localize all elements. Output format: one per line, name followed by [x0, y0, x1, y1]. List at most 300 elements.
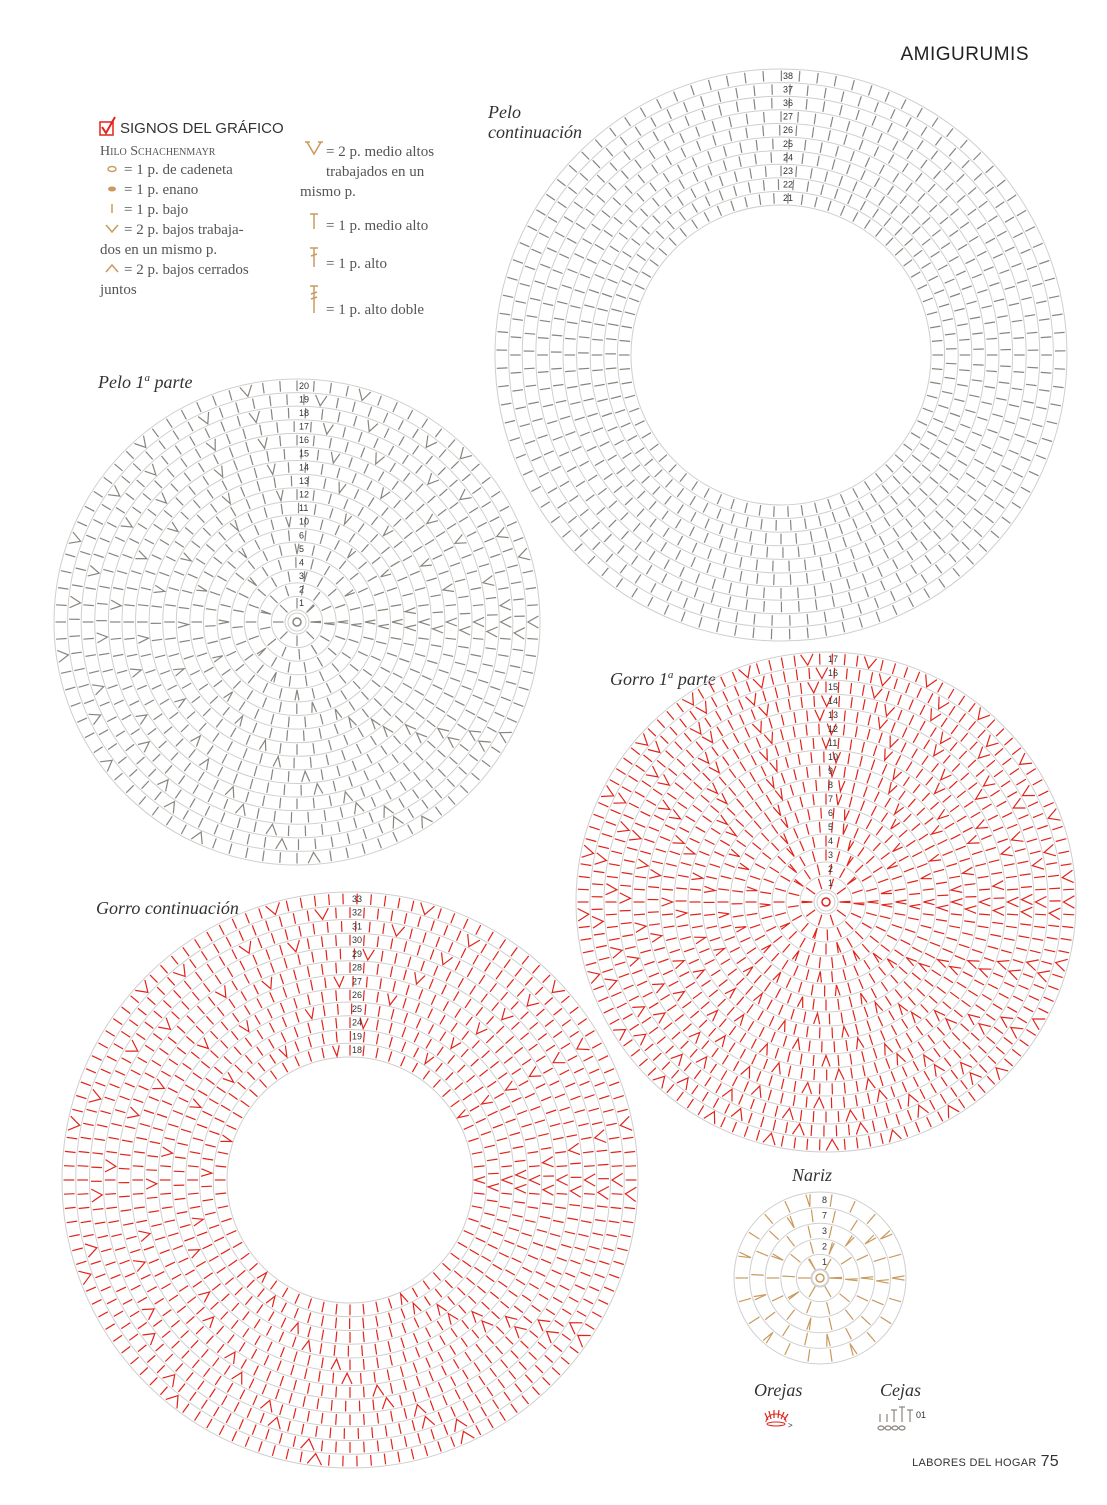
stitch — [271, 769, 273, 780]
stitch — [602, 294, 612, 298]
stitch — [278, 560, 281, 570]
stitch — [513, 538, 523, 542]
stitch — [1046, 863, 1057, 865]
stitch — [973, 153, 980, 161]
stitch — [422, 676, 432, 680]
row-label: 10 — [828, 752, 839, 762]
stitch — [550, 1081, 560, 1086]
stitch — [614, 486, 622, 493]
stitch — [451, 1377, 456, 1387]
stitch — [786, 978, 791, 988]
increase-stitch — [856, 1123, 868, 1135]
stitch — [957, 791, 966, 798]
stitch — [253, 399, 255, 409]
stitch — [327, 698, 331, 708]
stitch — [553, 437, 563, 441]
stitch — [188, 1166, 199, 1167]
stitch — [919, 834, 928, 840]
stitch — [448, 1296, 455, 1304]
stitch — [837, 888, 846, 895]
increase-stitch — [743, 967, 753, 976]
row-label: 15 — [828, 682, 839, 692]
stitch — [262, 1384, 266, 1394]
stitch — [136, 1138, 147, 1140]
stitch — [414, 1033, 419, 1043]
stitch — [739, 1298, 751, 1302]
stitch — [285, 586, 288, 596]
row-label: 8 — [828, 780, 834, 790]
stitch — [438, 1382, 442, 1392]
stitch — [271, 714, 274, 724]
stitch — [541, 1097, 551, 1101]
increase-stitch — [1049, 908, 1060, 920]
stitch — [987, 1037, 995, 1044]
stitch — [474, 1363, 480, 1372]
stitch — [737, 997, 744, 1005]
stitch — [886, 1058, 890, 1068]
increase-stitch — [158, 1018, 170, 1030]
stitch — [982, 444, 992, 448]
stitch — [203, 528, 211, 536]
stitch — [193, 1138, 203, 1141]
stitch — [377, 1413, 378, 1424]
ring — [576, 652, 1076, 1152]
increase-stitch — [754, 1295, 767, 1300]
stitch — [1026, 1030, 1035, 1036]
stitch — [197, 515, 204, 523]
stitch — [433, 612, 444, 613]
stitch — [131, 729, 140, 735]
half-double-crochet-icon — [302, 212, 326, 236]
stitch — [528, 1152, 539, 1154]
stitch — [1023, 974, 1033, 978]
stitch — [140, 1368, 148, 1375]
ring — [734, 1192, 906, 1364]
stitch — [790, 785, 793, 796]
increase-stitch — [324, 623, 335, 625]
stitch — [481, 1407, 486, 1416]
stitch — [917, 141, 923, 150]
stitch — [759, 1027, 764, 1037]
legend-item-continued: dos en un mismo p. — [100, 242, 218, 258]
stitch — [1000, 333, 1011, 334]
increase-stitch — [295, 690, 299, 701]
stitch — [569, 1297, 579, 1302]
stitch — [267, 1371, 271, 1381]
stitch — [866, 189, 871, 198]
increase-stitch — [662, 898, 673, 906]
stitch — [551, 516, 560, 522]
stitch — [178, 1384, 185, 1392]
increase-stitch — [893, 843, 903, 852]
stitch — [582, 152, 589, 160]
increase-stitch — [729, 849, 740, 857]
stitch — [363, 990, 364, 1001]
stitch — [252, 1425, 256, 1435]
stitch — [862, 944, 869, 952]
stitch — [205, 1212, 216, 1215]
stitch — [701, 96, 704, 106]
increase-stitch — [258, 437, 267, 448]
stitch — [788, 906, 799, 908]
stitch — [615, 839, 626, 842]
row-label: 36 — [783, 98, 794, 108]
stitch — [993, 973, 1003, 977]
stitch — [490, 983, 497, 992]
stitch — [815, 503, 817, 513]
stitch — [482, 1256, 491, 1261]
stitch — [358, 728, 363, 737]
stitch — [271, 657, 276, 666]
stitch — [122, 1007, 131, 1014]
stitch — [145, 1022, 154, 1029]
stitch — [186, 1317, 194, 1324]
stitch — [476, 1425, 481, 1435]
stitch — [949, 230, 958, 236]
stitch — [969, 703, 976, 712]
increase-stitch — [515, 1327, 527, 1338]
stitch — [134, 1152, 145, 1153]
stitch — [157, 1365, 165, 1373]
stitch — [316, 1426, 318, 1437]
stitch — [750, 772, 756, 782]
increase-stitch — [788, 864, 797, 873]
stitch — [859, 618, 862, 628]
stitch — [65, 1151, 76, 1152]
stitch — [394, 736, 401, 744]
increase-stitch — [895, 804, 904, 815]
legend-item: = 2 p. bajos cerrados — [100, 260, 300, 280]
stitch — [886, 691, 889, 702]
increase-stitch — [286, 517, 291, 528]
stitch — [863, 127, 867, 137]
stitch — [757, 1130, 760, 1141]
stitch — [167, 469, 174, 477]
stitch — [317, 657, 322, 666]
stitch — [702, 110, 705, 120]
increase-stitch — [334, 976, 344, 987]
stitch — [677, 759, 685, 767]
stitch — [592, 339, 603, 340]
stitch — [891, 1086, 895, 1096]
stitch — [592, 884, 603, 885]
increase-stitch — [653, 1076, 665, 1088]
stitch — [487, 1387, 493, 1396]
stitch — [322, 1316, 324, 1327]
stitch — [938, 683, 943, 693]
stitch — [525, 266, 535, 270]
stitch — [616, 295, 626, 299]
stitch — [829, 1226, 832, 1238]
stitch — [175, 790, 181, 799]
stitch — [141, 588, 151, 590]
stitch — [443, 654, 453, 656]
stitch — [850, 740, 852, 751]
stitch — [431, 921, 434, 931]
stitch — [959, 696, 965, 705]
stitch — [1003, 758, 1012, 765]
increase-stitch — [257, 648, 266, 656]
stitch — [701, 1002, 709, 1009]
stitch — [959, 370, 970, 371]
legend-item: = 1 p. alto — [302, 246, 502, 274]
stitch — [414, 1333, 418, 1343]
stitch — [429, 1025, 434, 1035]
stitch — [748, 182, 750, 192]
stitch — [586, 209, 595, 215]
stitch — [1035, 889, 1046, 890]
stitch — [565, 371, 576, 372]
stitch — [522, 1233, 532, 1236]
stitch — [214, 1407, 219, 1416]
stitch — [422, 419, 428, 428]
stitch — [204, 667, 213, 672]
magazine-name: LABORES DEL HOGAR — [912, 1457, 1037, 1469]
increase-stitch — [694, 937, 706, 944]
increase-stitch — [529, 1066, 541, 1076]
stitch — [246, 735, 250, 745]
stitch — [271, 933, 274, 943]
stitch — [959, 944, 970, 947]
stitch — [815, 599, 817, 610]
stitch — [921, 160, 927, 169]
stitch — [570, 306, 580, 308]
stitch — [659, 248, 667, 255]
stitch — [653, 487, 660, 495]
stitch — [584, 1095, 594, 1099]
stitch — [999, 437, 1009, 441]
increase-stitch — [887, 959, 897, 968]
stitch — [735, 625, 737, 635]
stitch — [314, 381, 315, 392]
stitch — [145, 571, 155, 574]
stitch — [602, 413, 612, 417]
stitch — [159, 572, 169, 576]
stitch — [665, 206, 672, 214]
stitch — [729, 131, 731, 141]
stitch — [349, 777, 352, 787]
stitch — [428, 741, 436, 748]
stitch — [820, 766, 821, 777]
stitch — [364, 1414, 365, 1425]
stitch — [445, 1280, 452, 1288]
stitch — [537, 1230, 547, 1233]
stitch — [798, 112, 799, 123]
stitch — [180, 640, 190, 642]
stitch — [160, 1166, 171, 1167]
stitch — [611, 1207, 622, 1208]
increase-stitch — [845, 1279, 858, 1281]
stitch — [767, 1000, 772, 1010]
stitch — [84, 700, 94, 704]
stitch — [676, 550, 681, 559]
stitch — [665, 496, 672, 504]
stitch — [938, 1112, 943, 1122]
increase-stitch — [212, 656, 223, 662]
stitch — [71, 703, 81, 707]
stitch — [485, 963, 491, 972]
stitch — [617, 1109, 628, 1112]
stitch — [130, 1249, 140, 1252]
stitch — [490, 687, 500, 690]
stitch — [467, 968, 472, 977]
stitch — [874, 1258, 886, 1262]
stitch — [957, 174, 965, 182]
stitch — [820, 143, 822, 153]
increase-stitch — [421, 558, 432, 566]
stitch — [622, 326, 632, 328]
stitch — [100, 702, 110, 706]
stitch — [106, 1262, 116, 1266]
stitch — [969, 395, 979, 397]
stitch — [280, 743, 281, 754]
stitch — [403, 763, 409, 771]
stitch — [152, 685, 162, 690]
stitch — [562, 1309, 571, 1315]
row-label: 12 — [299, 489, 310, 500]
increase-stitch — [381, 569, 392, 576]
stitch — [105, 1194, 116, 1195]
stitch — [719, 191, 723, 201]
stitch — [506, 1036, 514, 1043]
stitch — [692, 764, 700, 772]
stitch — [113, 654, 123, 656]
stitch — [503, 295, 513, 297]
stitch — [203, 708, 211, 716]
increase-stitch — [970, 1073, 982, 1085]
stitch — [764, 112, 765, 123]
stitch — [271, 534, 274, 544]
stitch — [426, 1328, 431, 1338]
stitch — [764, 601, 765, 612]
stitch — [115, 1071, 125, 1076]
stitch — [153, 1128, 163, 1131]
stitch — [719, 538, 722, 548]
stitch — [917, 108, 922, 117]
stitch — [831, 583, 833, 593]
stitch — [732, 1122, 736, 1132]
stitch — [895, 248, 903, 255]
stitch — [364, 1032, 365, 1043]
stitch — [405, 913, 407, 924]
stitch — [703, 773, 711, 781]
stitch — [145, 1073, 155, 1078]
stitch — [871, 806, 876, 816]
stitch — [106, 1152, 117, 1153]
stitch — [245, 1005, 251, 1014]
stitch — [625, 1166, 636, 1167]
stitch — [807, 614, 808, 625]
stitch — [377, 1034, 379, 1045]
increase-stitch — [993, 907, 1004, 916]
increase-stitch — [887, 862, 898, 869]
stitch — [812, 942, 815, 953]
increase-stitch — [288, 940, 300, 952]
stitch — [260, 627, 270, 629]
stitch — [669, 981, 679, 986]
increase-stitch — [612, 1173, 623, 1187]
stitch — [925, 953, 935, 958]
stitch — [417, 945, 420, 955]
stitch — [736, 978, 744, 986]
stitch — [217, 1087, 226, 1093]
stitch — [711, 828, 720, 834]
stitch — [855, 931, 863, 939]
stitch — [512, 1098, 522, 1103]
stitch — [858, 604, 861, 614]
stitch — [501, 1166, 512, 1167]
stitch — [747, 913, 758, 915]
stitch — [649, 501, 656, 509]
stitch — [704, 488, 709, 497]
stitch — [735, 172, 738, 182]
stitch — [228, 1260, 237, 1266]
stitch — [201, 951, 207, 960]
stitch — [708, 151, 712, 161]
stitch — [475, 1394, 480, 1403]
stitch — [522, 1267, 532, 1272]
stitch — [941, 718, 947, 727]
stitch — [79, 1152, 90, 1153]
row-label: 5 — [299, 543, 305, 554]
stitch — [710, 864, 720, 867]
stitch — [405, 1436, 407, 1447]
stitch — [690, 1011, 698, 1018]
increase-stitch — [215, 985, 226, 997]
stitch — [580, 173, 588, 180]
increase-stitch — [339, 482, 346, 493]
stitch — [943, 1002, 951, 1009]
stitch — [363, 1318, 364, 1329]
stitch — [624, 758, 633, 764]
stitch — [323, 1006, 325, 1017]
stitch — [448, 440, 455, 448]
stitch — [667, 793, 676, 799]
stitch — [670, 851, 680, 854]
stitch — [1017, 210, 1026, 215]
stitch — [381, 667, 390, 672]
increase-stitch — [312, 702, 317, 713]
stitch — [937, 987, 946, 994]
stitch — [226, 651, 236, 656]
stitch — [287, 730, 288, 741]
stitch — [190, 1392, 196, 1401]
row-label: 1 — [822, 1257, 828, 1268]
stitch — [473, 955, 478, 964]
stitch — [126, 744, 134, 750]
stitch — [752, 843, 761, 850]
stitch — [845, 1310, 853, 1320]
row-label: 3 — [822, 1226, 828, 1236]
stitch — [439, 450, 446, 458]
stitch — [574, 202, 583, 208]
increase-stitch — [876, 1280, 889, 1284]
stitch — [154, 714, 163, 720]
stitch — [712, 121, 715, 131]
stitch — [294, 1027, 298, 1037]
stitch — [1023, 401, 1034, 403]
stitch — [747, 791, 753, 800]
stitch — [680, 228, 687, 236]
stitch — [486, 598, 497, 599]
stitch — [201, 1349, 208, 1357]
stitch — [721, 876, 732, 879]
increase-stitch — [291, 1323, 299, 1335]
stitch — [646, 565, 652, 574]
stitch — [295, 1042, 299, 1052]
stitch — [557, 179, 565, 186]
increase-stitch — [138, 742, 149, 753]
